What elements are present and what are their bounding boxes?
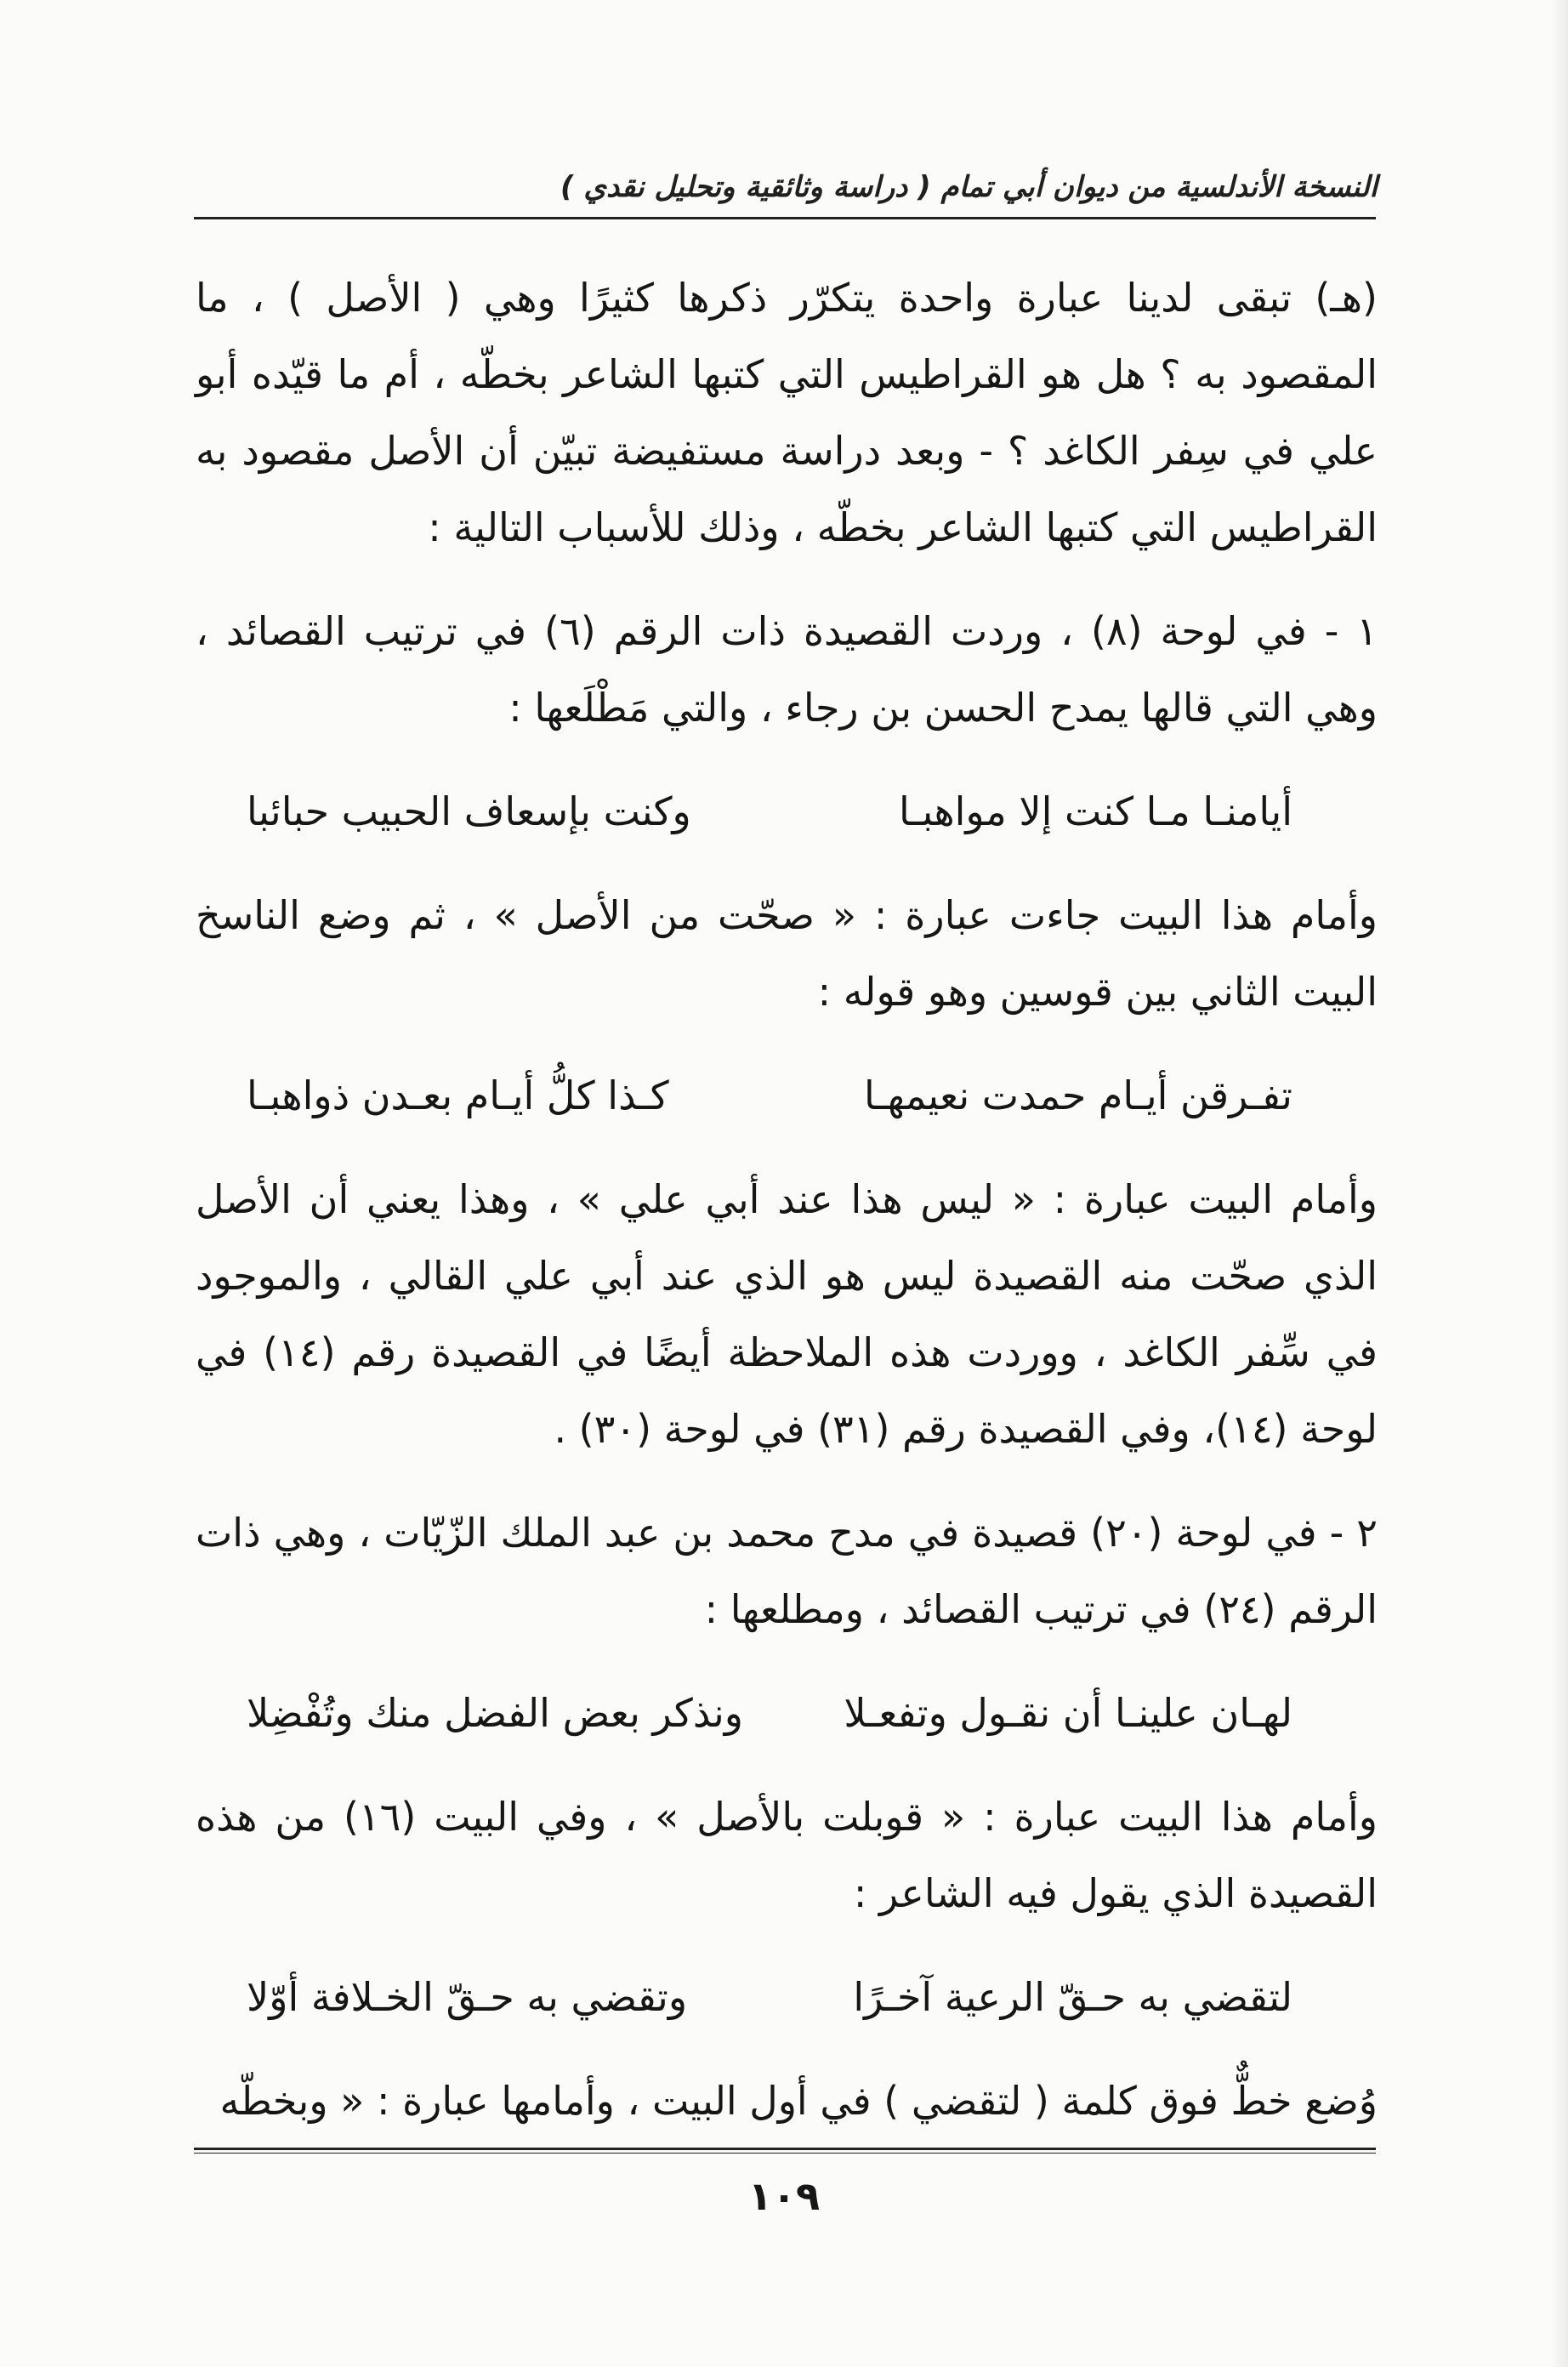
verse-2-first-hemistich: تفـرقن أيـام حمدت نعيمهـا <box>863 1073 1292 1118</box>
paragraph-note-4: وُضع خطٌّ فوق كلمة ( لتقضي ) في أول البيت ، وأمامها عبارة : « وبخطّه <box>219 2078 1378 2124</box>
paragraph-reason-1: ١ - في لوحة (٨) ، وردت القصيدة ذات الرقم (٦) في ترتيب القصائد ، وهي التي قالها يمدح الحسن بن رجاء ، والتي مَطْلَعها : <box>196 608 1378 731</box>
verse-1-second-hemistich: وكنت بإسعاف الحبيب حبائبا <box>247 788 691 834</box>
verse-3 <box>196 1675 1378 1751</box>
scan-edge-shadow <box>1551 0 1568 2367</box>
verse-1 <box>196 773 1378 850</box>
verse-4-second-hemistich: وتقضي به حـقّ الخـلافة أوّلا <box>247 1974 688 2020</box>
paragraph-note-2: وأمام البيت عبارة : « ليس هذا عند أبي علي » ، وهذا يعني أن الأصل الذي صحّت منه القصيدة ليس هو الذي عند أبي علي القالي ، والموجود في سِّفر الكاغد ، ووردت هذه الملاحظة أيضًا في القصيدة رقم (١٤) في لوحة (١٤)، وفي القصيدة رقم (٣١) في لوحة (٣٠) . <box>196 1176 1378 1452</box>
page-number: ١٠٩ <box>747 2173 821 2219</box>
verse-1-first-hemistich: أيامنـا مـا كنت إلا مواهبـا <box>898 788 1292 834</box>
footer-rule-thin <box>194 2153 1376 2154</box>
paragraph-note-3: وأمام هذا البيت عبارة : « قوبلت بالأصل » ، وفي البيت (١٦) من هذه القصيدة الذي يقول فيه الشاعر : <box>196 1794 1378 1916</box>
paragraph-intro: (هـ) تبقى لدينا عبارة واحدة يتكرّر ذكرها كثيرًا وهي ( الأصل ) ، ما المقصود به ؟ هل هو القراطيس التي كتبها الشاعر بخطّه ، أم ما قيّده أبو علي في سِفر الكاغد ؟ - وبعد دراسة مستفيضة تبيّن أن الأصل مقصود به القراطيس التي كتبها الشاعر بخطّه ، وذلك للأسباب التالية : <box>196 275 1378 550</box>
verse-4-first-hemistich: لتقضي به حـقّ الرعية آخـرًا <box>853 1974 1292 2020</box>
paragraph-note-1: وأمام هذا البيت جاءت عبارة : « صحّت من الأصل » ، ثم وضع الناسخ البيت الثاني بين قوسين وهو قوله : <box>196 892 1378 1015</box>
verse-4 <box>196 1959 1378 2035</box>
verse-2 <box>196 1057 1378 1134</box>
body-text <box>196 259 1378 2139</box>
footer-rule <box>194 2148 1376 2150</box>
verse-3-first-hemistich: لهـان علينـا أن نقـول وتفعـلا <box>844 1690 1292 1736</box>
header-rule <box>194 217 1376 219</box>
verse-2-second-hemistich: كـذا كلُّ أيـام بعـدن ذواهبـا <box>247 1073 669 1118</box>
paragraph-reason-2: ٢ - في لوحة (٢٠) قصيدة في مدح محمد بن عبد الملك الزّيّات ، وهي ذات الرقم (٢٤) في ترتيب القصائد ، ومطلعها : <box>196 1510 1378 1632</box>
running-header: النسخة الأندلسية من ديوان أبي تمام ( دراسة وثائقية وتحليل نقدي ) <box>560 170 1378 204</box>
verse-3-second-hemistich: ونذكر بعض الفضل منك وتُفْضِلا <box>247 1690 743 1736</box>
